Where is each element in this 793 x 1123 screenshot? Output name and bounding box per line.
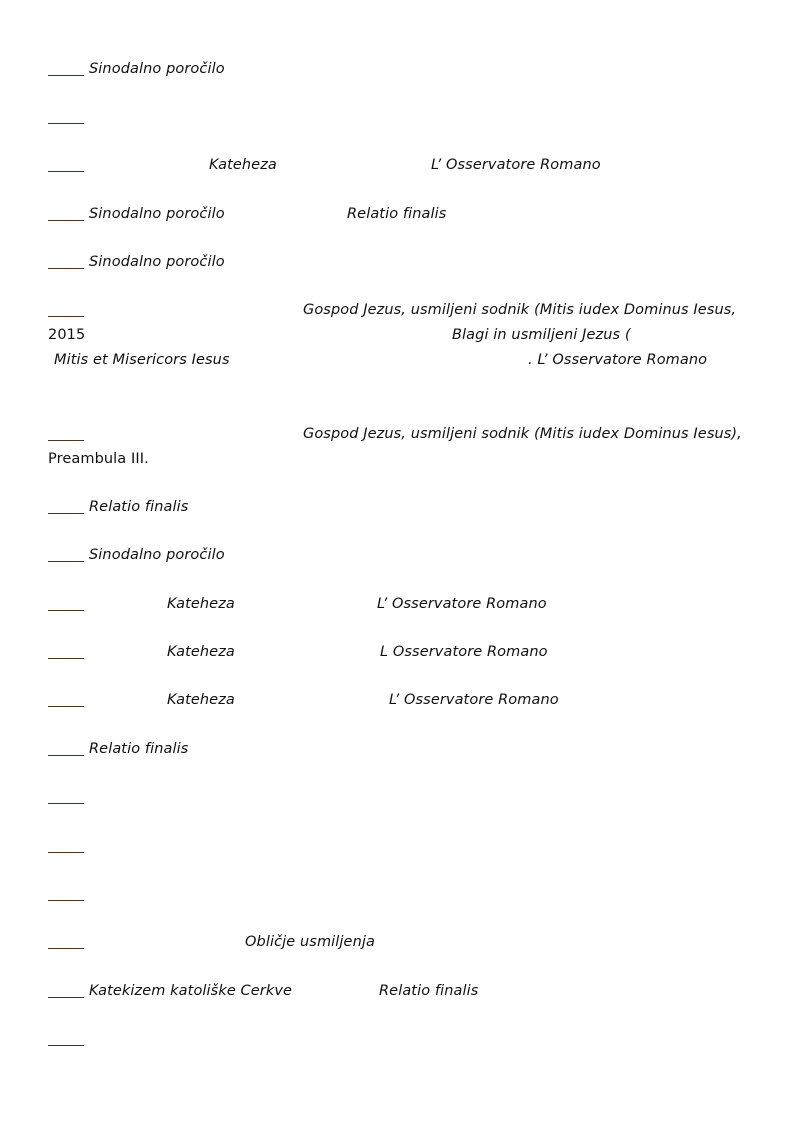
footnote-rule (48, 440, 84, 441)
footnote-rule (48, 852, 84, 853)
footnote-text: Kateheza (167, 596, 235, 612)
footnote-11 (48, 643, 748, 667)
footnote-12 (48, 691, 748, 715)
footnote-6-line-3 (48, 351, 748, 375)
footnote-4 (48, 205, 748, 229)
footnote-rule (48, 610, 84, 611)
footnote-text: Preambula III. (48, 451, 149, 467)
footnote-2 (48, 108, 748, 132)
footnote-rule (48, 75, 84, 76)
footnote-rule (48, 123, 84, 124)
footnote-9 (48, 546, 748, 570)
footnote-13 (48, 740, 748, 764)
footnote-rule (48, 316, 84, 317)
footnote-rule (48, 706, 84, 707)
footnote-text: Relatio finalis (379, 983, 479, 999)
footnote-16 (48, 885, 748, 909)
footnote-7 (48, 425, 748, 449)
footnote-rule (48, 268, 84, 269)
footnote-rule (48, 513, 84, 514)
footnote-rule (48, 1045, 84, 1046)
footnote-text: Kateheza (167, 692, 235, 708)
footnote-rule (48, 220, 84, 221)
footnote-10 (48, 595, 748, 619)
footnote-text: L Osservatore Romano (380, 644, 548, 660)
footnote-rule (48, 948, 84, 949)
footnote-text: Blagi in usmiljeni Jezus ( (452, 327, 631, 343)
footnote-text: Sinodalno poročilo (89, 254, 225, 270)
footnote-text: Relatio finalis (347, 206, 447, 222)
footnote-7-line-2 (48, 450, 748, 474)
footnote-text: Relatio finalis (89, 499, 189, 515)
footnote-6 (48, 301, 748, 325)
footnote-text: Sinodalno poročilo (89, 547, 225, 563)
footnote-text: . L’ Osservatore Romano (528, 352, 708, 368)
footnote-19 (48, 1030, 748, 1054)
footnote-17 (48, 933, 748, 957)
footnote-14 (48, 788, 748, 812)
footnote-text: Relatio finalis (89, 741, 189, 757)
footnote-rule (48, 561, 84, 562)
footnote-5 (48, 253, 748, 277)
footnote-text: Gospod Jezus, usmiljeni sodnik (Mitis iudex Dominus Iesus, (303, 302, 737, 318)
footnote-rule (48, 658, 84, 659)
footnote-text: L’ Osservatore Romano (377, 596, 547, 612)
footnote-rule (48, 803, 84, 804)
footnote-rule (48, 900, 84, 901)
footnote-text: L’ Osservatore Romano (389, 692, 559, 708)
footnote-15 (48, 837, 748, 861)
footnote-text: Kateheza (209, 157, 277, 173)
footnote-18 (48, 982, 748, 1006)
footnote-text: Obličje usmiljenja (245, 934, 375, 950)
footnote-text: Sinodalno poročilo (89, 206, 225, 222)
footnote-3 (48, 156, 748, 180)
footnote-text: Mitis et Misericors Iesus (54, 352, 230, 368)
footnote-text: Katekizem katoliške Cerkve (89, 983, 293, 999)
footnote-rule (48, 997, 84, 998)
footnote-text: Sinodalno poročilo (89, 61, 225, 77)
footnote-text: L’ Osservatore Romano (431, 157, 601, 173)
footnote-text: Kateheza (167, 644, 235, 660)
footnote-6-line-2 (48, 326, 748, 350)
footnote-text: 2015 (48, 327, 86, 343)
footnote-1 (48, 60, 748, 84)
footnote-rule (48, 755, 84, 756)
footnote-rule (48, 171, 84, 172)
footnote-text: Gospod Jezus, usmiljeni sodnik (Mitis iudex Dominus Iesus), (303, 426, 742, 442)
footnote-8 (48, 498, 748, 522)
